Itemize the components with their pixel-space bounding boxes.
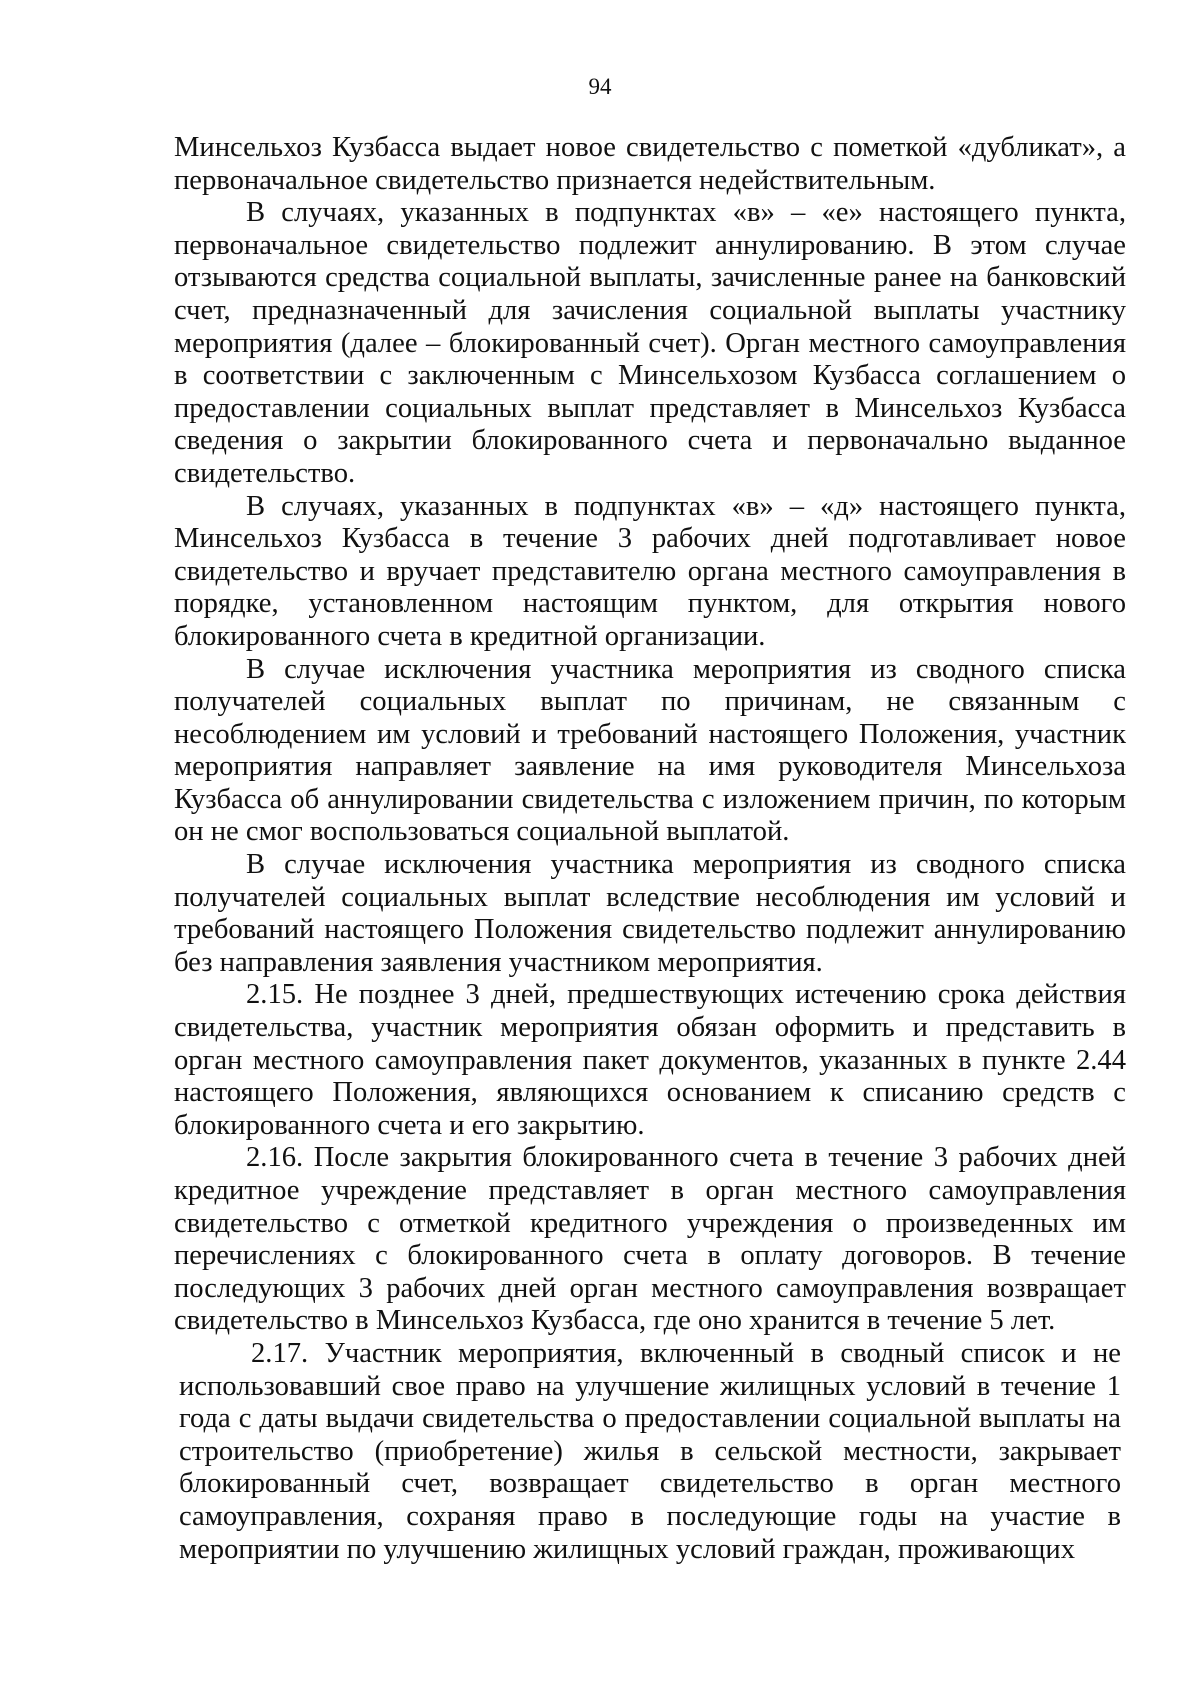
- paragraph-new-certificate-cases-v-d: В случаях, указанных в подпунктах «в» – «д» настоящего пункта, Минсельхоз Кузбасса в течение 3 рабочих дней подготавливает новое свидетельство и вручает представителю органа местного самоуправления в порядке, установленном настоящим пунктом, для открытия нового блокированного счета в кредитной организации.: [174, 490, 1126, 652]
- page-number: 94: [588, 74, 612, 99]
- paragraph-2-16: 2.16. После закрытия блокированного счета в течение 3 рабочих дней кредитное учреждение представляет в орган местного самоуправления свидетельство с отметкой кредитного учреждения о произведенных им перечислениях с блокированного счета в оплату договоров. В течение последующих 3 рабочих дней орган местного самоуправления возвращает свидетельство в Минсельхоз Кузбасса, где оно хранится в течение 5 лет.: [174, 1142, 1126, 1337]
- paragraph-annulment-cases-v-e: В случаях, указанных в подпунктах «в» – «е» настоящего пункта, первоначальное свидетельство подлежит аннулированию. В этом случае отзываются средства социальной выплаты, зачисленные ранее на банковский счет, предназначенный для зачисления социальной выплаты участнику мероприятия (далее – блокированный счет). Орган местного самоуправления в соответствии с заключенным с Минсельхозом Кузбасса соглашением о предоставлении социальных выплат представляет в Минсельхоз Кузбасса сведения о закрытии блокированного счета и первоначально выданное свидетельство.: [174, 197, 1126, 489]
- document-body: [174, 132, 1126, 1566]
- paragraph-exclusion-noncompliance: В случае исключения участника мероприятия из сводного списка получателей социальных выплат вследствие несоблюдения им условий и требований настоящего Положения свидетельство подлежит аннулированию без направления заявления участником мероприятия.: [174, 849, 1126, 978]
- paragraph-duplicate-certificate: Минсельхоз Кузбасса выдает новое свидетельство с пометкой «дубликат», а первоначальное свидетельство признается недействительным.: [174, 132, 1126, 196]
- paragraph-exclusion-unrelated-reasons: В случае исключения участника мероприятия из сводного списка получателей социальных выплат по причинам, не связанным с несоблюдением им условий и требований настоящего Положения, участник мероприятия направляет заявление на имя руководителя Минсельхоза Кузбасса об аннулировании свидетельства с изложением причин, по которым он не смог воспользоваться социальной выплатой.: [174, 653, 1126, 848]
- paragraph-2-15: 2.15. Не позднее 3 дней, предшествующих истечению срока действия свидетельства, участник мероприятия обязан оформить и представить в орган местного самоуправления пакет документов, указанных в пункте 2.44 настоящего Положения, являющихся основанием к списанию средств с блокированного счета и его закрытию.: [174, 979, 1126, 1141]
- paragraph-2-17: 2.17. Участник мероприятия, включенный в сводный список и не использовавший свое право на улучшение жилищных условий в течение 1 года с даты выдачи свидетельства о предоставлении социальной выплаты на строительство (приобретение) жилья в сельской местности, закрывает блокированный счет, возвращает свидетельство в орган местного самоуправления, сохраняя право в последующие годы на участие в мероприятии по улучшению жилищных условий граждан, проживающих: [179, 1337, 1121, 1565]
